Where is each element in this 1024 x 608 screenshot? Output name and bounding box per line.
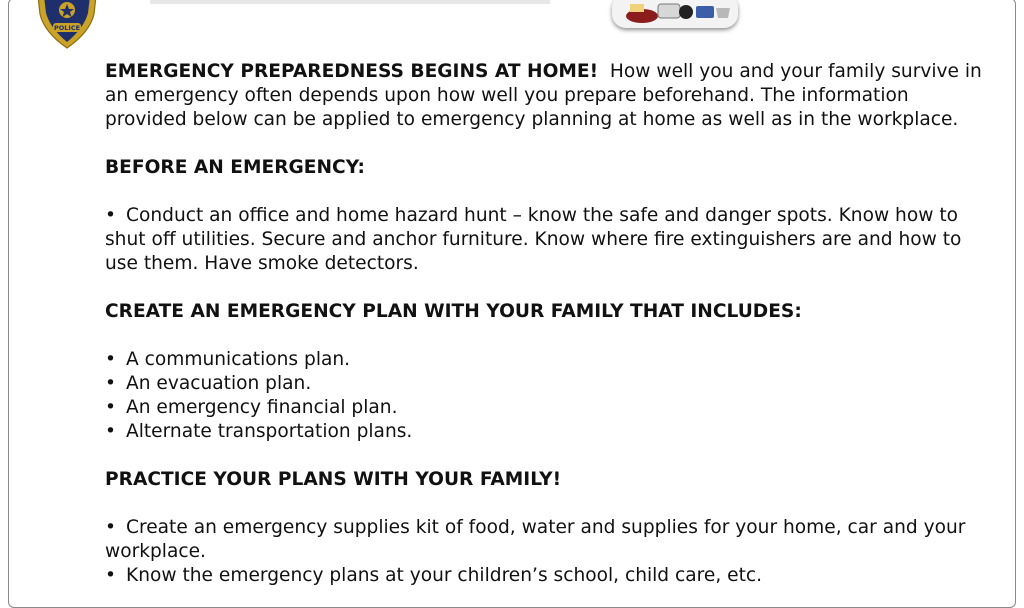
header-strip bbox=[150, 0, 550, 4]
police-badge-logo bbox=[28, 0, 106, 50]
list-item: • An evacuation plan. bbox=[105, 373, 312, 394]
list-item: • Create an emergency supplies kit of food, water and supplies for your home, car and your workplace. bbox=[105, 517, 966, 562]
plan-heading: CREATE AN EMERGENCY PLAN WITH YOUR FAMILY THAT INCLUDES: bbox=[105, 301, 802, 322]
document-body bbox=[105, 60, 995, 588]
list-item: • Conduct an office and home hazard hunt – know the safe and danger spots. Know how to shut off utilities. Secure and anchor furniture. Know where fire extinguishers are and how to use them. Have smoke detectors. bbox=[105, 205, 962, 274]
list-item: • A communications plan. bbox=[105, 349, 351, 370]
list-item: • Alternate transportation plans. bbox=[105, 421, 413, 442]
list-item: • Know the emergency plans at your children’s school, child care, etc. bbox=[105, 565, 763, 586]
intro-text: How well you and your family survive in an emergency often depends upon how well you prepare beforehand. The information provided below can be applied to emergency planning at home as well as in the workplace. bbox=[105, 61, 982, 130]
intro-heading: EMERGENCY PREPAREDNESS BEGINS AT HOME! bbox=[105, 61, 599, 82]
intro-paragraph bbox=[105, 60, 995, 132]
practice-heading: PRACTICE YOUR PLANS WITH YOUR FAMILY! bbox=[105, 469, 562, 490]
list-item: • An emergency financial plan. bbox=[105, 397, 398, 418]
badge-text: POLICE bbox=[53, 24, 81, 32]
emergency-kit-image bbox=[612, 0, 738, 28]
before-heading: BEFORE AN EMERGENCY: bbox=[105, 157, 365, 178]
